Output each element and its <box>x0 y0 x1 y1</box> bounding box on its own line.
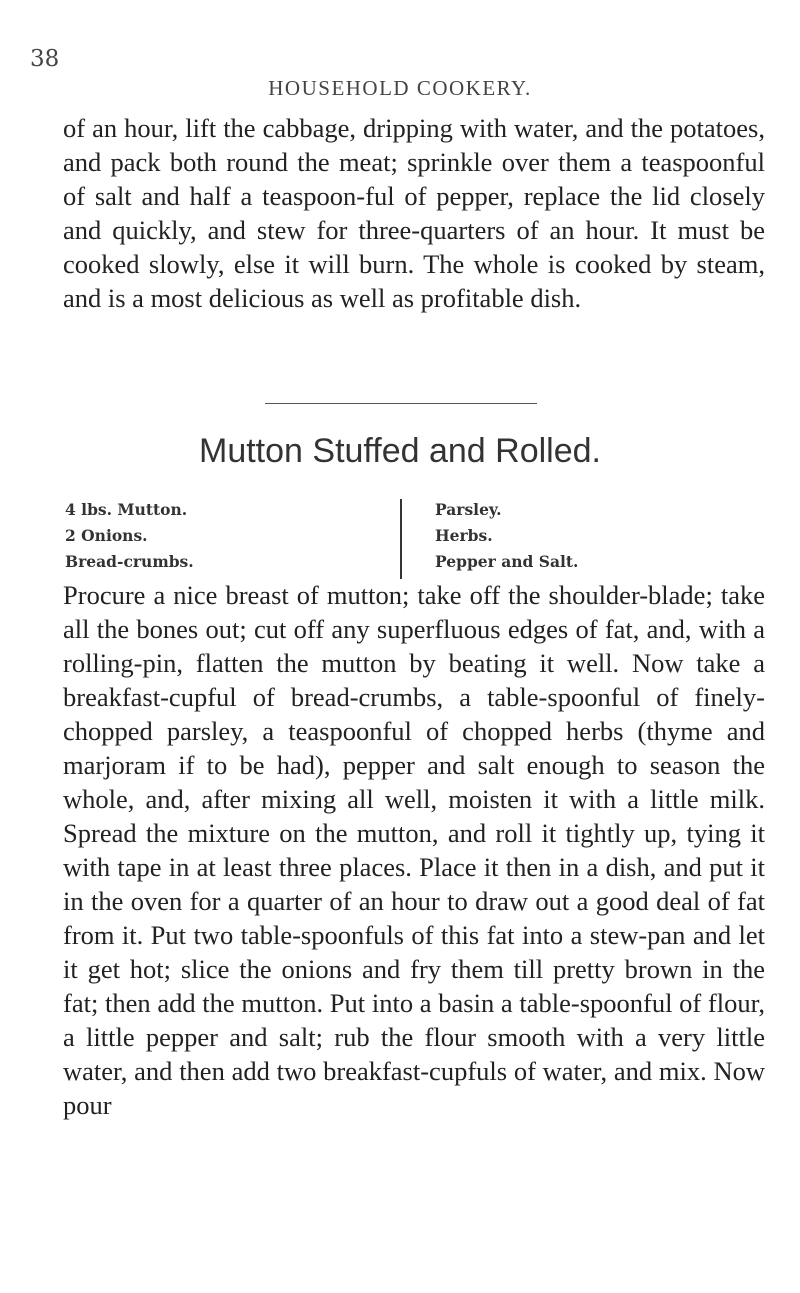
recipe-title: Mutton Stuffed and Rolled. <box>199 432 601 470</box>
running-head <box>30 40 770 100</box>
ingredient-item: Pepper and Salt. <box>435 552 579 571</box>
ingredient-item: 2 Onions. <box>65 526 148 545</box>
ingredient-item: Herbs. <box>435 526 493 545</box>
running-title: HOUSEHOLD COOKERY. <box>268 76 532 100</box>
ingredients-column-left <box>65 497 194 575</box>
paragraph-continued: of an hour, lift the cabbage, dripping with water, and the potatoes, and pack both round the meat; sprinkle over them a teaspoonful of salt and half a teaspoon-ful of pepper, replace the lid closely and quickly, and stew for three-quarters of an hour. It must be cooked slowly, else it will burn. The whole is cooked by steam, and is a most delicious as well as profitable dish. <box>63 113 765 313</box>
ingredient-item: 4 lbs. Mutton. <box>65 500 188 519</box>
page-number: 38 <box>30 46 60 72</box>
section-divider <box>265 403 537 404</box>
ingredients-column-right <box>435 497 578 575</box>
ingredient-item: Bread-crumbs. <box>65 552 194 571</box>
ingredients-list <box>65 497 765 587</box>
ingredients-divider <box>400 499 402 579</box>
recipe-method: Procure a nice breast of mutton; take off the shoulder-blade; take all the bones out; cut off any superfluous edges of fat, and, with a rolling-pin, flatten the mutton by beating it well. Now take a breakfast-cupful of bread-crumbs, a table-spoonful of finely-chopped parsley, a teaspoonful of chopped herbs (thyme and marjoram if to be had), pepper and salt enough to season the whole, and, after mixing all well, moisten it with a little milk. Spread the mixture on the mutton, and roll it tightly up, tying it with tape in at least three places. Place it then in a dish, and put it in the oven for a quarter of an hour to draw out a good deal of fat from it. Put two table-spoonfuls of this fat into a stew-pan and let it get hot; slice the onions and fry them till pretty brown in the fat; then add the mutton. Put into a basin a table-spoonful of flour, a little pepper and salt; rub the flour smooth with a very little water, and then add two breakfast-cupfuls of water, and mix. Now pour <box>63 580 765 1120</box>
ingredient-item: Parsley. <box>435 500 502 519</box>
